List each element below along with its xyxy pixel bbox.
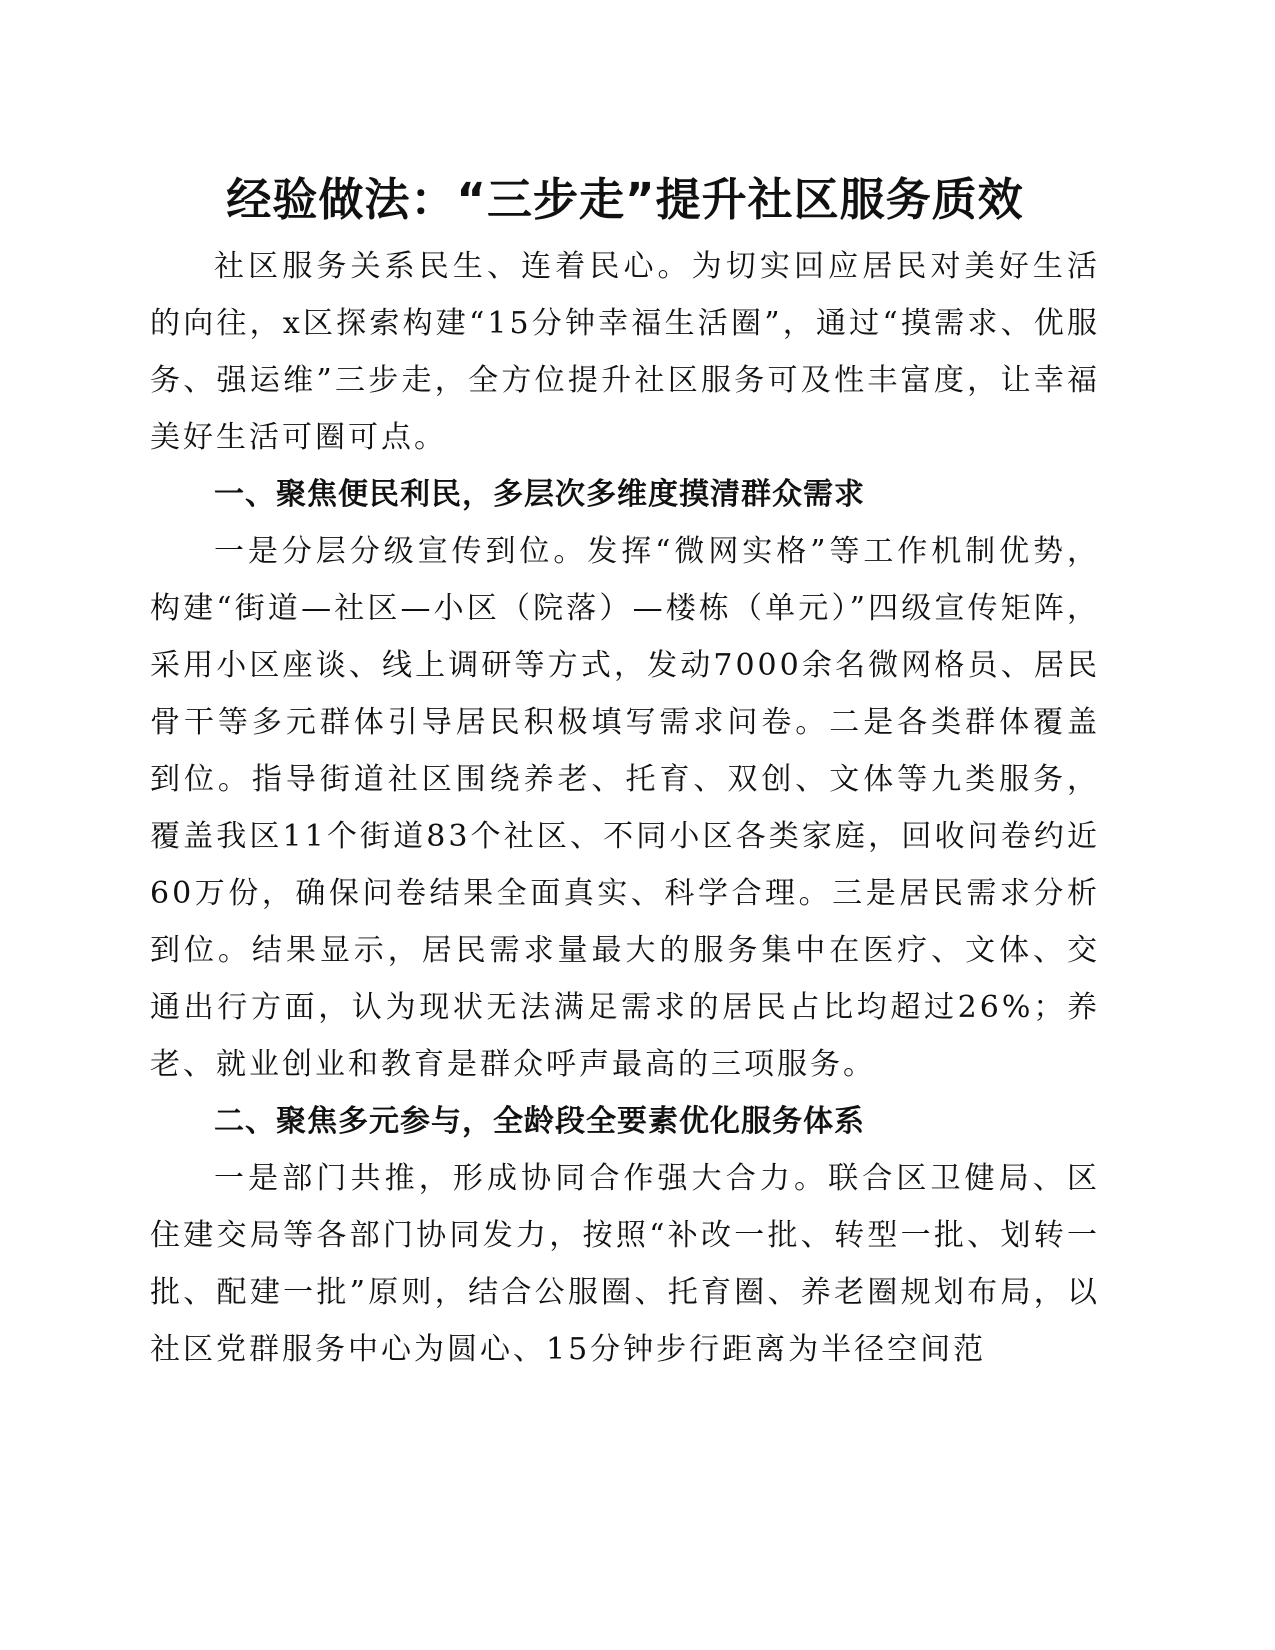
intro-paragraph: 社区服务关系民生、连着民心。为切实回应居民对美好生活的向往，x区探索构建“15分钟幸福生活圈”，通过“摸需求、优服务、强运维”三步走，全方位提升社区服务可及性丰富度，让幸福美好生活可圈可点。 [150,249,1100,455]
section-2-paragraph: 一是部门共推，形成协同合作强大合力。联合区卫健局、区住建交局等各部门协同发力，按照“补改一批、转型一批、划转一批、配建一批”原则，结合公服圈、托育圈、养老圈规划布局，以社区党群服务中心为圆心、15分钟步行距离为半径空间范 [150,1161,1100,1367]
document-title: 经验做法：“三步走”提升社区服务质效 [226,173,1024,226]
section-1-paragraph: 一是分层分级宣传到位。发挥“微网实格”等工作机制优势，构建“街道—社区—小区（院落）—楼栋（单元）”四级宣传矩阵，采用小区座谈、线上调研等方式，发动7000余名微网格员、居民骨干等多元群体引导居民积极填写需求问卷。二是各类群体覆盖到位。指导街道社区围绕养老、托育、双创、文体等九类服务，覆盖我区11个街道83个社区、不同小区各类家庭，回收问卷约近60万份，确保问卷结果全面真实、科学合理。三是居民需求分析到位。结果显示，居民需求量最大的服务集中在医疗、文体、交通出行方面，认为现状无法满足需求的居民占比均超过26%；养老、就业创业和教育是群众呼声最高的三项服务。 [150,534,1100,1082]
section-2-heading: 二、聚焦多元参与，全龄段全要素优化服务体系 [214,1104,865,1139]
section-1-heading: 一、聚焦便民利民，多层次多维度摸清群众需求 [214,477,865,512]
document-body [150,238,1100,1378]
